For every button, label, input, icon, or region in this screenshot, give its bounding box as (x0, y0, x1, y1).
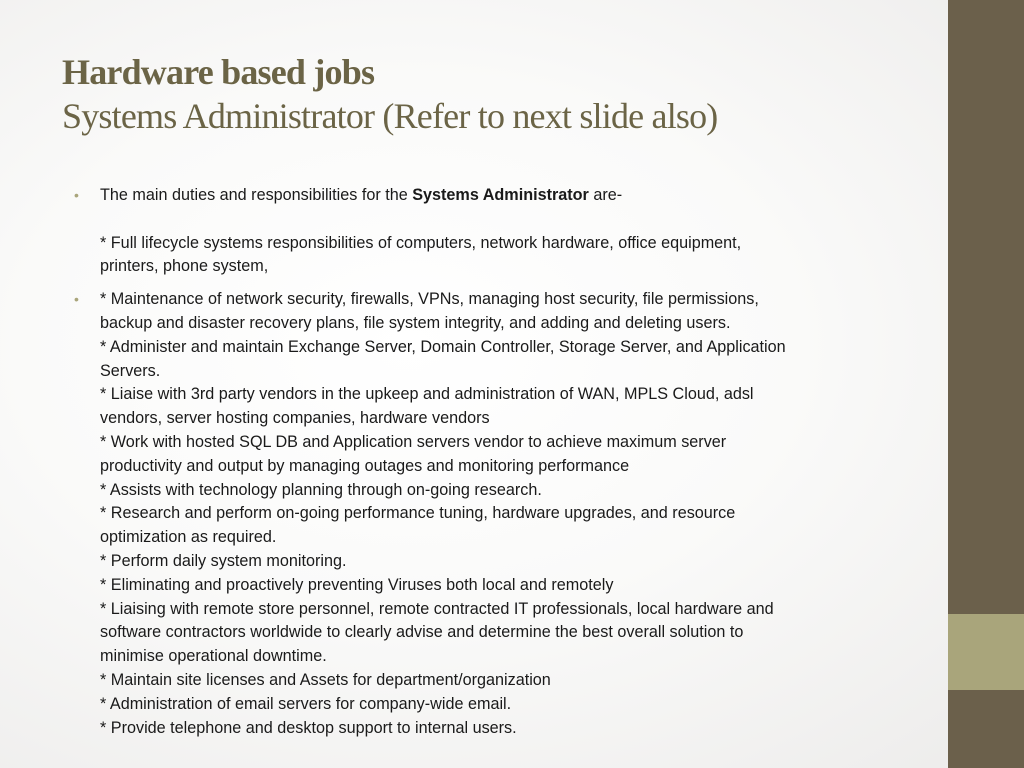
bullet-icon: • (74, 187, 79, 203)
bullet-icon: • (74, 291, 79, 308)
duty-line: minimise operational downtime. (100, 647, 327, 666)
duty-line: * Maintenance of network security, firewalls, VPNs, managing host security, file permissions, (100, 290, 759, 309)
duty-line: * Eliminating and proactively preventing Viruses both local and remotely (100, 575, 614, 594)
duty-line: * Full lifecycle systems responsibilities of computers, network hardware, office equipment, (100, 233, 742, 252)
bullet-item-1 (74, 184, 884, 279)
intro-role: Systems Administrator (412, 186, 589, 204)
duty-line: * Work with hosted SQL DB and Application servers vendor to achieve maximum server (100, 432, 727, 451)
slide-subtitle: Systems Administrator (Refer to next slide also) (62, 96, 718, 136)
slide-title: Hardware based jobs (62, 52, 375, 92)
duty-line: * Administration of email servers for company-wide email. (100, 694, 512, 713)
duty-line: * Research and perform on-going performance tuning, hardware upgrades, and resource (100, 504, 736, 523)
duty-line: * Provide telephone and desktop support to internal users. (100, 718, 517, 737)
duty-line: vendors, server hosting companies, hardware vendors (100, 409, 490, 428)
duty-line: * Maintain site licenses and Assets for department/organization (100, 670, 551, 689)
duty-line: * Liaise with 3rd party vendors in the upkeep and administration of WAN, MPLS Cloud, adsl (100, 385, 754, 404)
intro-line (100, 184, 884, 208)
duty-line: productivity and output by managing outages and monitoring performance (100, 456, 630, 475)
side-decor-accent (948, 614, 1024, 690)
slide-title-block (62, 50, 942, 138)
slide-content (74, 184, 884, 749)
spacer (100, 208, 884, 232)
duty-line: printers, phone system, (100, 257, 269, 276)
duty-line: * Perform daily system monitoring. (100, 551, 347, 570)
intro-text: The main duties and responsibilities for the (100, 186, 413, 204)
intro-suffix: are- (588, 186, 623, 204)
duty-line: * Liaising with remote store personnel, remote contracted IT professionals, local hardware and (100, 599, 774, 618)
bullet-item-2 (74, 288, 884, 740)
duty-line: Servers. (100, 361, 161, 380)
duty-line: * Assists with technology planning through on-going research. (100, 480, 542, 499)
duty-line: * Administer and maintain Exchange Server, Domain Controller, Storage Server, and Application (100, 337, 786, 356)
duty-line: optimization as required. (100, 528, 277, 547)
duty-line: backup and disaster recovery plans, file system integrity, and adding and deleting users. (100, 313, 731, 332)
duty-line: software contractors worldwide to clearly advise and determine the best overall solution to (100, 623, 744, 642)
